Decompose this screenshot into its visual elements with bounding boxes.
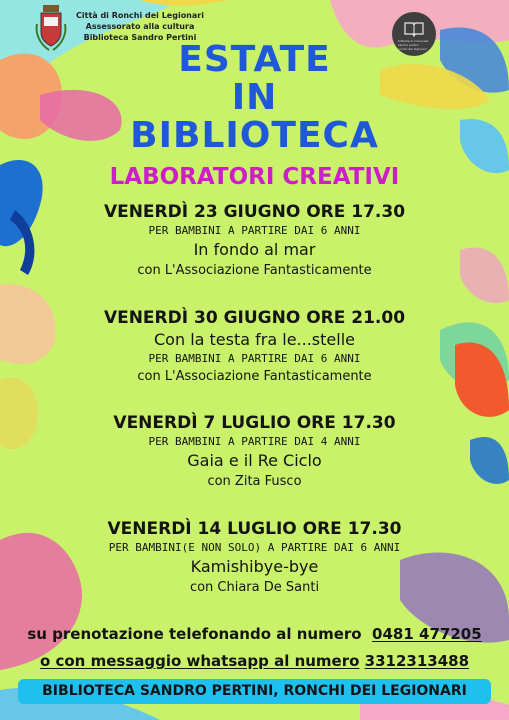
event-title: Kamishibye-bye bbox=[190, 557, 319, 576]
event-date: VENERDÌ 23 GIUGNO ORE 17.30 bbox=[103, 202, 406, 222]
event-audience: PER BAMBINI A PARTIRE DAI 6 ANNI bbox=[148, 352, 361, 365]
event-guest: con L'Associazione Fantasticamente bbox=[137, 369, 372, 384]
phone-number-link[interactable]: 0481 477205 bbox=[372, 625, 482, 643]
logo-line-3: ronchi dei legionari bbox=[398, 47, 427, 51]
event-date: VENERDÌ 7 LUGLIO ORE 17.30 bbox=[113, 413, 396, 433]
booking-whatsapp-text: o con messaggio whatsapp al numero bbox=[39, 652, 360, 670]
event-date: VENERDÌ 14 LUGLIO ORE 17.30 bbox=[107, 519, 402, 539]
title-line-2: IN bbox=[231, 77, 278, 118]
subtitle: LABORATORI CREATIVI bbox=[109, 164, 400, 190]
org-city: Città di Ronchi dei Legionari bbox=[76, 11, 204, 20]
event-date: VENERDÌ 30 GIUGNO ORE 21.00 bbox=[103, 308, 406, 328]
event-4 bbox=[0, 518, 509, 598]
event-guest: con Chiara De Santi bbox=[189, 580, 320, 595]
booking-phone-text: su prenotazione telefonando al numero bbox=[27, 625, 362, 643]
logo-line-1: biblioteca comunale bbox=[398, 39, 429, 43]
event-title: Gaia e il Re Ciclo bbox=[187, 451, 322, 470]
event-guest: con Zita Fusco bbox=[207, 474, 302, 489]
footer-banner: BIBLIOTECA SANDRO PERTINI, RONCHI DEI LEGIONARI bbox=[18, 679, 491, 704]
booking-whatsapp-line bbox=[0, 651, 509, 671]
booking-phone-line bbox=[0, 624, 509, 644]
title-line-1: ESTATE bbox=[178, 39, 331, 80]
whatsapp-number-link[interactable]: 3312313488 bbox=[364, 652, 470, 670]
event-audience: PER BAMBINI(E NON SOLO) A PARTIRE DAI 6 ANNI bbox=[108, 541, 401, 554]
logo-line-2: sandro pertini bbox=[398, 43, 419, 47]
book-logo-icon bbox=[404, 21, 424, 37]
event-title: Con la testa fra le...stelle bbox=[154, 330, 355, 349]
event-guest: con L'Associazione Fantasticamente bbox=[137, 263, 372, 278]
event-3 bbox=[0, 412, 509, 492]
org-library: Biblioteca Sandro Pertini bbox=[83, 33, 197, 42]
event-audience: PER BAMBINI A PARTIRE DAI 6 ANNI bbox=[148, 224, 361, 237]
title-line-3: BIBLIOTECA bbox=[130, 115, 379, 156]
event-audience: PER BAMBINI A PARTIRE DAI 4 ANNI bbox=[148, 435, 361, 448]
event-1 bbox=[0, 201, 509, 281]
event-title: In fondo al mar bbox=[193, 240, 316, 259]
org-department: Assessorato alla cultura bbox=[85, 22, 195, 31]
event-2 bbox=[0, 307, 509, 387]
